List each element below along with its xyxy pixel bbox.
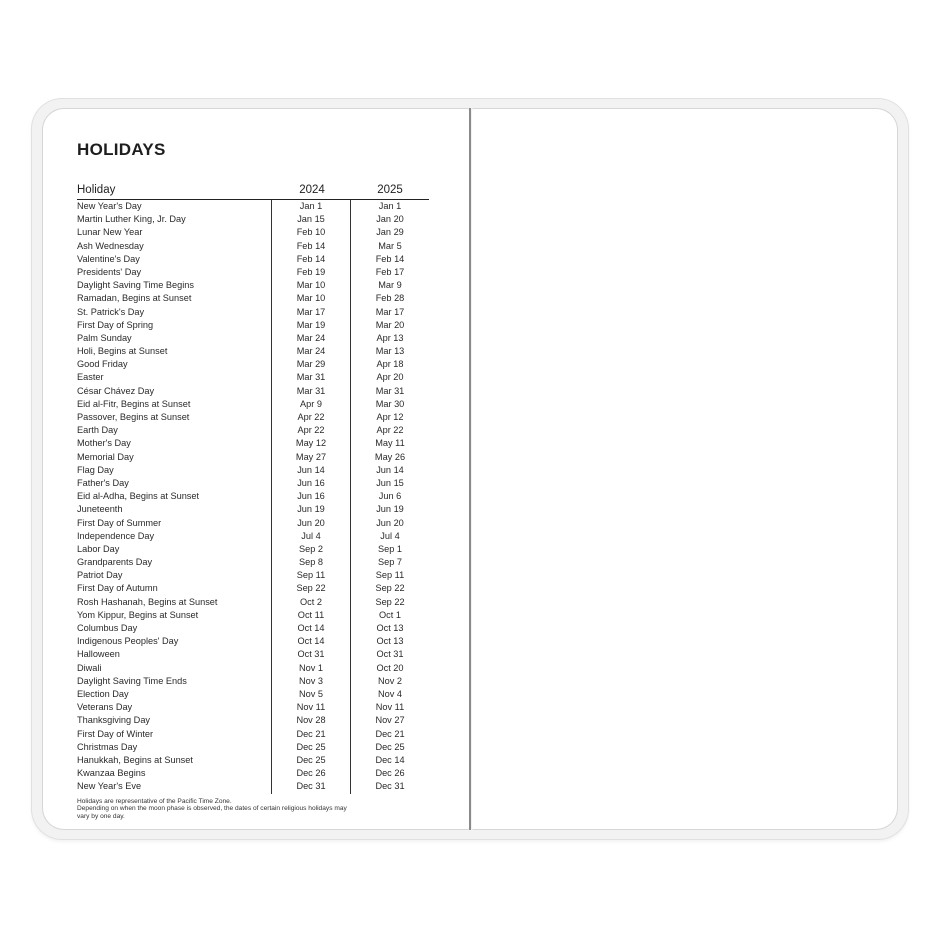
footnote-line: vary by one day. — [77, 812, 125, 820]
date-2025: Jan 20 — [376, 214, 404, 225]
date-2025: May 26 — [374, 451, 406, 462]
date-2024: Nov 11 — [296, 702, 326, 713]
table-row — [77, 306, 429, 319]
holiday-name: Presidents' Day — [77, 266, 142, 277]
date-2024: Jun 16 — [297, 491, 325, 502]
holiday-name: Ramadan, Begins at Sunset — [77, 293, 192, 304]
table-row — [77, 253, 429, 266]
date-2025: Mar 9 — [378, 280, 402, 291]
footnote-line: Depending on when the moon phase is observed, the dates of certain religious holidays may — [77, 805, 347, 813]
table-row — [77, 266, 429, 279]
date-2024: Oct 14 — [297, 636, 325, 647]
book-spine — [469, 108, 471, 830]
holiday-name: Earth Day — [77, 425, 118, 436]
date-2025: Nov 11 — [375, 702, 405, 713]
table-row — [77, 279, 429, 292]
table-row — [77, 503, 429, 516]
holiday-name: Daylight Saving Time Begins — [77, 280, 194, 291]
holiday-name: Indigenous Peoples' Day — [77, 636, 179, 647]
date-2024: Dec 31 — [296, 781, 326, 792]
date-2025: Oct 13 — [376, 623, 404, 633]
date-2025: Sep 11 — [375, 570, 405, 581]
date-2025: Jun 15 — [376, 477, 404, 488]
table-row — [77, 569, 429, 582]
date-2024: Nov 3 — [298, 675, 323, 686]
table-row — [77, 437, 429, 450]
date-2025: Sep 7 — [377, 557, 402, 568]
table-row — [77, 675, 429, 688]
table-row — [77, 226, 429, 239]
date-2025: Jun 14 — [376, 464, 404, 475]
right-page — [472, 108, 898, 830]
footnote — [77, 798, 437, 820]
table-row — [77, 240, 429, 253]
date-2025: Jul 4 — [380, 530, 400, 541]
date-2025: Apr 12 — [376, 412, 404, 422]
date-2024: Nov 5 — [298, 688, 323, 699]
date-2025: Feb 28 — [375, 293, 405, 304]
holiday-name: First Day of Autumn — [77, 583, 158, 594]
holiday-name: St. Patrick's Day — [77, 306, 145, 317]
date-2024: Apr 22 — [297, 412, 325, 422]
header-2024: 2024 — [299, 184, 325, 196]
table-row — [77, 451, 429, 464]
table-row — [77, 371, 429, 384]
date-2024: May 27 — [295, 451, 327, 462]
date-2024: Apr 9 — [300, 398, 322, 409]
date-2025: Mar 17 — [375, 306, 405, 317]
table-row — [77, 411, 429, 424]
table-row — [77, 345, 429, 358]
table-row — [77, 754, 429, 767]
holiday-name: Thanksgiving Day — [77, 715, 151, 726]
table-row — [77, 292, 429, 305]
table-header — [77, 183, 429, 200]
table-body — [77, 200, 429, 793]
table-row — [77, 213, 429, 226]
date-2025: Apr 22 — [376, 425, 404, 436]
date-2025: Nov 2 — [377, 675, 402, 686]
date-2024: Dec 21 — [296, 728, 326, 739]
date-2025: Apr 20 — [376, 372, 404, 383]
holiday-name: Father's Day — [77, 477, 129, 488]
holiday-name: Hanukkah, Begins at Sunset — [77, 754, 193, 765]
date-2025: Sep 22 — [375, 583, 405, 594]
date-2024: Mar 31 — [296, 372, 326, 383]
date-2024: Feb 10 — [296, 227, 326, 238]
holiday-name: Memorial Day — [77, 451, 134, 462]
date-2024: Nov 28 — [296, 715, 326, 726]
date-2025: May 11 — [375, 438, 405, 449]
holiday-name: First Day of Winter — [77, 728, 154, 739]
date-2024: Apr 22 — [297, 425, 325, 436]
date-2024: Dec 25 — [296, 754, 326, 765]
table-row — [77, 741, 429, 754]
holiday-name: Flag Day — [77, 464, 114, 475]
date-2025: Oct 13 — [376, 636, 404, 647]
table-row — [77, 582, 429, 595]
left-page — [42, 108, 469, 830]
table-row — [77, 398, 429, 411]
table-row — [77, 543, 429, 556]
table-row — [77, 701, 429, 714]
holiday-name: Eid al-Adha, Begins at Sunset — [77, 491, 200, 502]
holiday-name: First Day of Spring — [77, 319, 154, 330]
holiday-name: Mother's Day — [77, 438, 131, 449]
table-row — [77, 714, 429, 727]
date-2025: Mar 30 — [375, 398, 405, 409]
date-2024: Mar 24 — [296, 346, 326, 357]
holiday-name: Halloween — [77, 649, 120, 660]
table-row — [77, 464, 429, 477]
table-row — [77, 648, 429, 661]
holiday-name: César Chávez Day — [77, 385, 155, 396]
date-2024: Mar 29 — [296, 359, 326, 370]
date-2024: Feb 14 — [296, 240, 326, 251]
date-2025: Dec 31 — [375, 781, 405, 792]
holiday-name: Juneteenth — [77, 504, 123, 515]
holiday-name: Passover, Begins at Sunset — [77, 412, 190, 422]
table-row — [77, 728, 429, 741]
date-2024: Sep 2 — [298, 543, 323, 554]
date-2025: Mar 13 — [375, 346, 405, 357]
holiday-name: Grandparents Day — [77, 557, 153, 568]
table-row — [77, 385, 429, 398]
date-2024: Mar 17 — [296, 306, 326, 317]
date-2025: Apr 13 — [376, 332, 404, 343]
planner-spread — [32, 99, 908, 839]
table-row — [77, 556, 429, 569]
date-2024: Jun 19 — [297, 504, 325, 515]
date-2024: Mar 19 — [296, 319, 326, 330]
date-2025: Dec 21 — [375, 728, 405, 739]
date-2025: Mar 5 — [378, 240, 402, 251]
holiday-name: Labor Day — [77, 543, 120, 554]
date-2025: Mar 20 — [375, 319, 405, 330]
holiday-name: Columbus Day — [77, 623, 138, 633]
page-title: HOLIDAYS — [77, 140, 166, 159]
date-2025: Apr 18 — [376, 359, 404, 370]
table-row — [77, 662, 429, 675]
date-2024: Mar 10 — [296, 280, 326, 291]
holiday-name: Valentine's Day — [77, 253, 140, 264]
date-2024: Jul 4 — [301, 530, 321, 541]
holiday-name: Patriot Day — [77, 570, 123, 581]
date-2024: Dec 26 — [296, 768, 326, 779]
table-row — [77, 688, 429, 701]
header-2025: 2025 — [377, 184, 403, 196]
table-row — [77, 609, 429, 622]
date-2024: Mar 10 — [296, 293, 326, 304]
holiday-name: New Year's Eve — [77, 781, 142, 792]
date-2025: Feb 17 — [375, 266, 405, 277]
date-2024: Jun 14 — [297, 464, 325, 475]
table-row — [77, 767, 429, 780]
date-2025: Mar 31 — [375, 385, 405, 396]
holiday-name: Martin Luther King, Jr. Day — [77, 214, 186, 225]
table-row — [77, 490, 429, 503]
date-2024: Oct 2 — [300, 596, 322, 607]
date-2025: Jan 29 — [376, 227, 404, 238]
date-2024: Nov 1 — [298, 662, 323, 673]
date-2025: Sep 1 — [377, 543, 402, 554]
date-2024: Dec 25 — [296, 741, 326, 752]
date-2025: Nov 27 — [375, 715, 405, 726]
date-2025: Oct 1 — [379, 609, 401, 620]
date-2024: Feb 19 — [296, 266, 326, 277]
holiday-name: Daylight Saving Time Ends — [77, 675, 187, 686]
date-2024: Jun 20 — [297, 517, 325, 528]
date-2024: Oct 31 — [297, 649, 325, 660]
table-row — [77, 477, 429, 490]
table-row — [77, 517, 429, 530]
date-2024: Oct 11 — [297, 609, 325, 620]
holiday-name: Diwali — [77, 662, 102, 673]
date-2025: Dec 14 — [375, 754, 405, 765]
date-2024: Mar 31 — [296, 385, 326, 396]
table-row — [77, 780, 429, 793]
date-2025: Jun 6 — [378, 491, 402, 502]
holiday-name: Holi, Begins at Sunset — [77, 346, 168, 357]
holiday-name: Christmas Day — [77, 741, 138, 752]
table-row — [77, 596, 429, 609]
date-2025: Oct 20 — [376, 662, 404, 673]
table-row — [77, 332, 429, 345]
table-row — [77, 319, 429, 332]
date-2025: Sep 22 — [375, 596, 405, 607]
date-2024: Jun 16 — [297, 477, 325, 488]
table-row — [77, 530, 429, 543]
holiday-name: Kwanzaa Begins — [77, 768, 146, 779]
holiday-name: Easter — [77, 372, 104, 383]
holiday-name: Palm Sunday — [77, 332, 132, 343]
date-2025: Dec 25 — [375, 741, 405, 752]
date-2024: Feb 14 — [296, 253, 326, 264]
date-2024: Sep 22 — [296, 583, 326, 594]
date-2024: May 12 — [295, 438, 327, 449]
table-row — [77, 635, 429, 648]
date-2024: Jan 1 — [299, 201, 323, 211]
table-row — [77, 424, 429, 437]
date-2025: Oct 31 — [376, 649, 404, 660]
date-2024: Jan 15 — [297, 214, 325, 225]
footnote-line: Holidays are representative of the Pacific Time Zone. — [77, 798, 232, 805]
table-row — [77, 200, 429, 213]
date-2025: Jan 1 — [378, 201, 402, 211]
holiday-name: First Day of Summer — [77, 517, 162, 528]
date-2025: Jun 19 — [376, 504, 404, 515]
date-2024: Oct 14 — [297, 623, 325, 633]
holiday-name: Veterans Day — [77, 702, 133, 713]
holidays-table — [77, 183, 429, 793]
date-2025: Feb 14 — [375, 253, 405, 264]
holiday-name: Independence Day — [77, 530, 155, 541]
holiday-name: Good Friday — [77, 359, 128, 370]
holiday-name: Yom Kippur, Begins at Sunset — [77, 609, 199, 620]
table-row — [77, 358, 429, 371]
holiday-name: New Year's Day — [77, 201, 142, 211]
holiday-name: Ash Wednesday — [77, 240, 144, 251]
holiday-name: Eid al-Fitr, Begins at Sunset — [77, 398, 191, 409]
date-2025: Dec 26 — [375, 768, 405, 779]
holiday-name: Lunar New Year — [77, 227, 143, 238]
date-2024: Mar 24 — [296, 332, 326, 343]
table-row — [77, 622, 429, 635]
holiday-name: Rosh Hashanah, Begins at Sunset — [77, 596, 218, 607]
header-holiday: Holiday — [77, 184, 116, 196]
date-2025: Jun 20 — [376, 517, 404, 528]
date-2024: Sep 11 — [296, 570, 326, 581]
date-2025: Nov 4 — [377, 688, 402, 699]
holiday-name: Election Day — [77, 688, 129, 699]
date-2024: Sep 8 — [298, 557, 323, 568]
